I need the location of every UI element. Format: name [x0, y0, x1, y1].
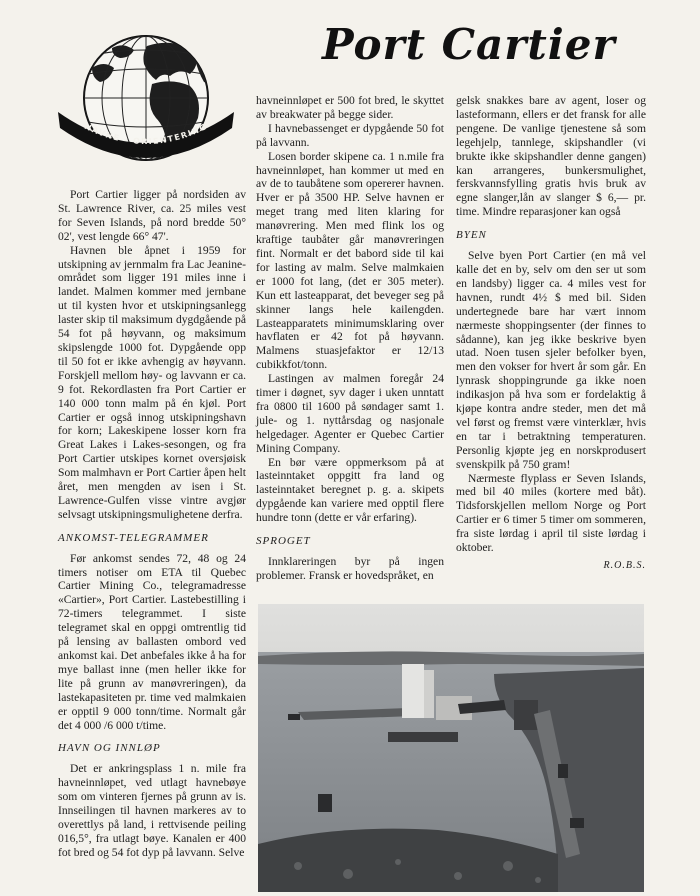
paragraph: Port Cartier ligger på nordsiden av St. Lawrence River, ca. 25 miles vest for Seven Islands, på nord bredde 50° 02', vest lengde 66° 47'.: [58, 188, 246, 243]
globe-logo-icon: [52, 28, 240, 178]
text-column-3: [456, 94, 646, 573]
section-heading-harbour: HAVN OG INNLØP: [58, 742, 161, 755]
paragraph: Det er ankringsplass 1 n. mile fra havneinnløpet, ved utlagt havnebøye som om vinteren fjernes på grunn av is. Innseilingen til havnen markeres av to overettlys på land, i rettvisende peiling 016,5°, fra utlagt bøye. Kanalen er 400 fot bred og 54 fot dyp på lavvann. Selve: [58, 762, 246, 859]
paragraph: Før ankomst sendes 72, 48 og 24 timers notiser om ETA til Quebec Cartier Mining Co., telegramadresse «Cartier», Port Cartier. Lastebestilling i 72-timers telegrammet. I siste telegramet skal en oppgi omtrentlig tid på lensing av ballasten ombord ved ankomst kai. Det anbefales ikke å ha for mye ballast inne (men heller ikke for lite på grunn av manøvreringen), da lastekapasiteten pr. time ved malmkaien er opptil 9 000 tonn/time. Normalt går det 4 000 /6 000 t/time.: [58, 551, 246, 732]
paragraph: I havnebassenget er dypgående 50 fot på lavvann.: [256, 121, 444, 149]
harbour-aerial-photo: [258, 604, 644, 892]
logo-banner-text: HAVNE - ORIENTERING: [82, 121, 210, 147]
paragraph: Lastingen av malmen foregår 24 timer i døgnet, syv dager i uken unntatt fra 0800 til 1600 på søndager samt 1. julе- og 1. nyttårsdag og nasjonale helgedager. Agenter er Quebec Cartier Mining Company.: [256, 372, 444, 455]
paragraph: Losen border skipene ca. 1 n.mile fra havneinnløpet, han kommer ut med en av de to taubåtene som opererer havnen. Hver er på 3500 HP. Selve havnen er meget trang med liten klaring for manøvrering. Men med flink los og kraftige taubåter går manøvreringen fint. Normalt er det babord side til kai for lasting av malm. Selve malmkaien er 1000 fot lang, (det er 305 meter). Kun ett lasteapparat, det beveger seg på skinner langs hele kailengden. Lasteapparatets minimumsklaring over havflaten er 42 fot på høyvann. Malmens stuasjefaktor er 12/13 cubikkfot/tonn.: [256, 149, 444, 372]
paragraph: En bør være oppmerksom på at lasteinntaket oppgitt fra land og lasteinntaket beregnet p. g. a. skipets dypgående kan variere med opptil flere hundre tonn (dette er vår erfaring).: [256, 455, 444, 525]
paragraph: Innklareringen byr på ingen problemer. Fransk er hovedspråket, en: [256, 555, 444, 582]
paragraph: havneinnløpet er 500 fot bred, le skyttet av breakwater på begge sider.: [256, 94, 444, 121]
paragraph: gelsk snakkes bare av agent, loser og lasteformann, ellers er det fransk for alle pengene. De vanlige tjenestene så som legehjelp, tannlege, skipshandler (vi brukte ikke skipshandler denne gangen) kan arrangeres, bunkersmulighet, ferskvannsfylling gratis hvis bruk av egne slanger,lån av slanger $ 6,— pr. time. Mindre reparasjoner kan også: [456, 94, 646, 219]
section-heading-language: SPROGET: [256, 535, 311, 548]
text-column-2: [256, 94, 444, 583]
paragraph: Nærmeste flyplass er Seven Islands, med bil 40 miles (kortere med båt). Tidsforskjellen mellom Norge og Port Cartier er 6 timer 5 timer om sommeren, fra siste lørdag i april til siste lørdag i oktober.: [456, 471, 646, 555]
author-signature: R.O.B.S.: [603, 560, 646, 571]
page-title: Port Cartier: [322, 20, 616, 69]
paragraph: Selve byen Port Cartier (en må vel kalle det en by, selv om den ser ut som en landsby) ligger ca. 4 miles vest for havnen, rundt 4½ $ med bil. Siden undertegnede bare har vært innom nærmeste shoppingsenter (der finnes to sådanne), kan jeg ikke beskrive byen utad. Noen tusen sjeler befolker byen, men den vokser for hvert år som går. En lynrask shoppingrunde ga ikke noen indikasjon på hva som er fordelaktig å kjøpe kontra andre steder, men det må vel først og fremst være vinterklær, hvis en tar i betraktning temperaturen. Personlig kjøpte jeg en norskprodusert svenskpilk på 750 gram!: [456, 249, 646, 471]
section-heading-telegram: ANKOMST-TELEGRAMMER: [58, 531, 209, 544]
paragraph: Havnen ble åpnet i 1959 for utskipning av jernmalm fra Lac Jeanine-området som ligger 191 miles inne i landet. Malmen kommer med jernbane ut til kysten hvor et utskipningsanlegg laster skip til maksimum dygdgående på 54 fot på høyvann, og maksimum skipslengde 1000 fot. Dypgående opp til 50 fot er ikke avhengig av høyvann. Forskjell mellom høy- og lavvann er ca. 9 fot. Rekordlasten fra Port Cartier er 140 000 tonn malm på én kjøl. Port Cartier er også innog utskipningshavn for korn; Lakeskipene losser korn fra Great Lakes i Lakes-sesongen, og fra Port Cartier utskipes kornet oversjøisk Som malmhavn er Port Cartier åpen helt året, men mengden av isen i St. Lawrence-Gulfen visse vintre avgjør selvsagt utskipningsmulighetene derfra.: [58, 243, 246, 521]
section-heading-town: BYEN: [456, 229, 487, 242]
text-column-1: [58, 188, 246, 860]
